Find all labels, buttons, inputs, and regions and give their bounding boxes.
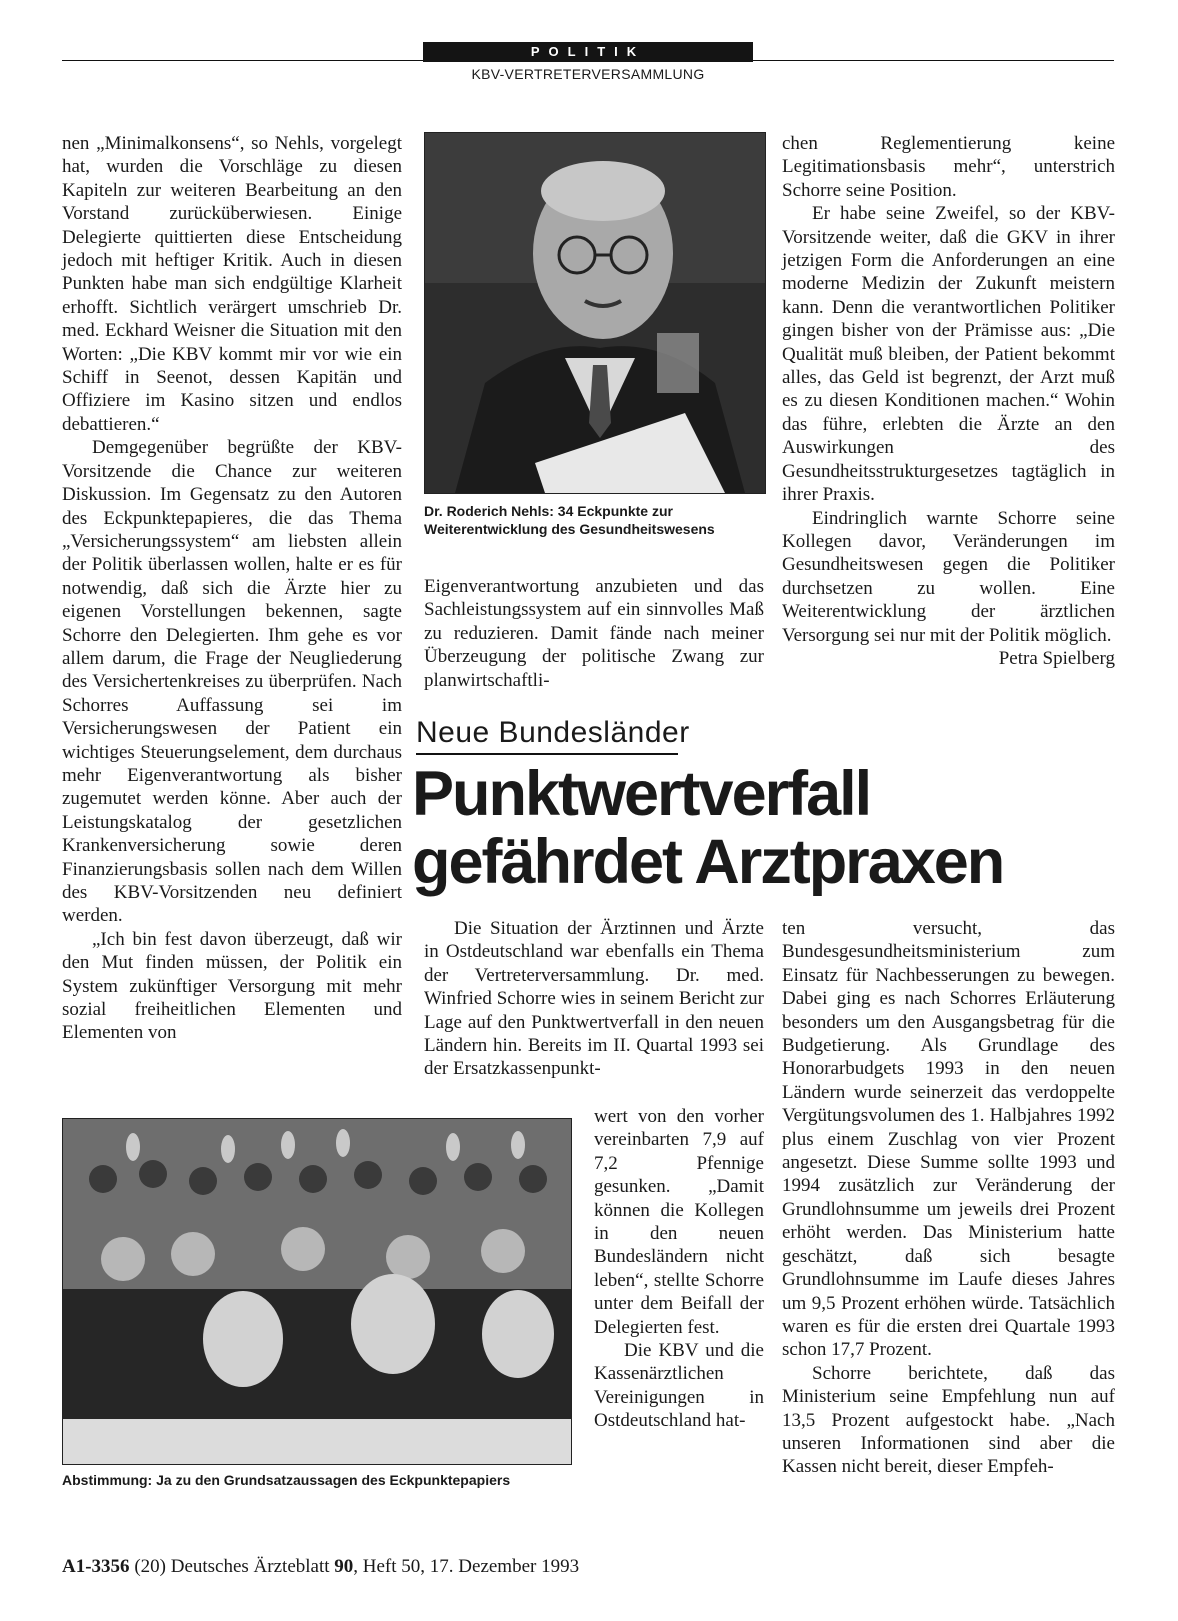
kicker-underline [416,753,678,755]
issue-label: (20) Deutsches Ärzteblatt [134,1556,330,1577]
paragraph: Schorre berichtete, daß das Ministerium seine Empfehlung nun auf 13,5 Prozent aufgestockt habe. „Nach unseren Informationen sind aber die Kassen nicht bereit, dieser Empfeh- [782,1362,1115,1478]
page-code: A1-3356 [62,1556,130,1577]
headline-line: Punktwertverfall [412,759,871,829]
page-footer [62,1556,579,1578]
paragraph: Die KBV und die Kassenärztlichen Vereinigungen in Ostdeutschland hat- [594,1340,764,1432]
paragraph: Er habe seine Zweifel, so der KBV-Vorsitzende weiter, daß die GKV in ihrer jetzigen Form die Anforderungen an eine moderne Medizin der Zukunft meistern kann. Denn die verantwortlichen Politiker gingen bisher von der Prämisse aus: „Die Qualität muß bleiben, der Patient bekommt alles, das Geld ist begrenzt, der Arzt muß es zu diesen Konditionen machen.“ Wohin das führe, erlebten die Ärzte an den Auswirkungen des Gesundheitsstrukturgesetzes tagtäglich in ihrer Praxis. [782,203,1115,506]
speaker-photo [424,132,766,494]
assembly-photo-caption: Abstimmung: Ja zu den Grundsatzaussagen des Eckpunktepapiers [62,1472,511,1488]
paragraph: chen Reglementierung keine Legitimationsbasis mehr“, unterstrich Schorre seine Position. [782,133,1115,201]
article-headline [412,760,1132,896]
right-column [782,132,1115,670]
article-column-b [594,1105,764,1433]
subsection-label: KBV-VERTRETERVERSAMMLUNG [471,66,705,82]
paragraph: wert von den vorher vereinbarten 7,9 auf 7,2 Pfennige gesunken. „Damit können die Kollegen in den neuen Bundesländern nicht leben“, stellte Schorre unter dem Beifall der Delegierten fest. [594,1106,764,1338]
assembly-photo [62,1118,572,1465]
paragraph: Eigenverantwortung anzubieten und das Sachleistungssystem auf ein sinnvolles Maß zu reduzieren. Damit fände nach meiner Überzeugung der politische Zwang zur planwirtschaftli- [424,576,764,691]
assembly-photo-image [63,1119,571,1464]
headline-line: gefährdet Arztpraxen [412,827,1004,897]
volume-number: 90 [334,1556,354,1577]
article-kicker: Neue Bundesländer [416,716,690,749]
paragraph: „Ich bin fest davon überzeugt, daß wir den Mut finden müssen, der Politik ein System zukünftiger Versorgung mit mehr sozial freiheitlichen Elementen und Elementen von [62,928,402,1044]
article-column-c [782,917,1115,1479]
paragraph: Die Situation der Ärztinnen und Ärzte in Ostdeutschland war ebenfalls ein Thema der Vertreterversammlung. Dr. med. Winfried Schorre wies in seinem Bericht zur Lage auf den Punktwertverfall in den neuen Ländern hin. Bereits im II. Quartal 1993 sei der Ersatzkassenpunkt- [424,918,764,1080]
issue-details: , Heft 50, 17. Dezember 1993 [353,1556,580,1577]
byline: Petra Spielberg [998,647,1115,669]
paragraph: Demgegenüber begrüßte der KBV-Vorsitzende die Chance zur weiteren Diskussion. Im Gegensatz zu den Autoren des Eckpunktepapieres, die das Thema „Versicherungssystem“ am liebsten allein der Politik überlassen wollen, halte er es für notwendig, daß sich die Ärzte hier zu eigenen Vorstellungen bekennen, sagte Schorre den Delegierten. Ihm gehe es vor allem darum, die Frage der Neugliederung des Versichertenkreises zu überprüfen. Nach Schorres Auffassung sei im Versicherungswesen der Patient ein wichtiges Steuerungselement, dem durchaus mehr Eigenverantwortung als bisher zugemutet werden könne. Aber auch der Leistungskatalog der gesetzlichen Krankenversicherung sowie deren Finanzierungsbasis sollen nach dem Willen des KBV-Vorsitzenden neu definiert werden. [62,437,402,927]
paragraph: ten versucht, das Bundesgesundheitsministerium zum Einsatz für Nachbesserungen zu bewegen. Dabei ging es nach Schorres Erläuterung besonders um den Ausgangsbetrag für die Budgetierung. Als Grundlage des Honorarbudgets 1993 in den neuen Ländern wurde seinerzeit das verdoppelte Vergütungsvolumen des 1. Halbjahres 1992 plus einem Zuschlag von vier Prozent angesetzt. Diese Summe sollte 1993 und 1994 zusätzlich zur Veränderung der Grundlohnsumme um jeweils drei Prozent erhöht werden. Das Ministerium hatte geschätzt, daß sich besagte Grundlohnsumme im Laufe dieses Jahres um 9,5 Prozent erhöhen würde. Tatsächlich waren es für die ersten drei Quartale 1993 schon 17,7 Prozent. [782,918,1115,1361]
speaker-photo-caption: Dr. Roderich Nehls: 34 Eckpunkte zur Weiterentwicklung des Gesundheitswesens [424,503,715,537]
speaker-photo-image [425,133,765,493]
section-label: POLITIK [423,42,753,62]
paragraph: Eindringlich warnte Schorre seine Kollegen davor, Veränderungen im Gesundheitswesen gegen die Politiker durchsetzen zu wollen. Eine Weiterentwicklung der ärztlichen Versorgung sei nur mit der Politik möglich. [782,507,1115,646]
paragraph: nen „Minimalkonsens“, so Nehls, vorgelegt hat, wurden die Vorschläge zu diesen Kapiteln zur weiteren Bearbeitung an den Vorstand zurücküberwiesen. Einige Delegierte quittierten diese Entscheidung jedoch mit heftiger Kritik. Auch in diesen Punkten habe man sich endgültige Klarheit erhofft. Sichtlich verärgert umschrieb Dr. med. Eckhard Weisner die Situation mit den Worten: „Die KBV kommt mir vor wie ein Schiff in Seenot, dessen Kapitän und Offiziere im Kasino sitzen und endlos debattieren.“ [62,133,402,435]
left-column [62,132,402,1045]
article-column-a [424,917,764,1081]
middle-column [424,575,764,692]
